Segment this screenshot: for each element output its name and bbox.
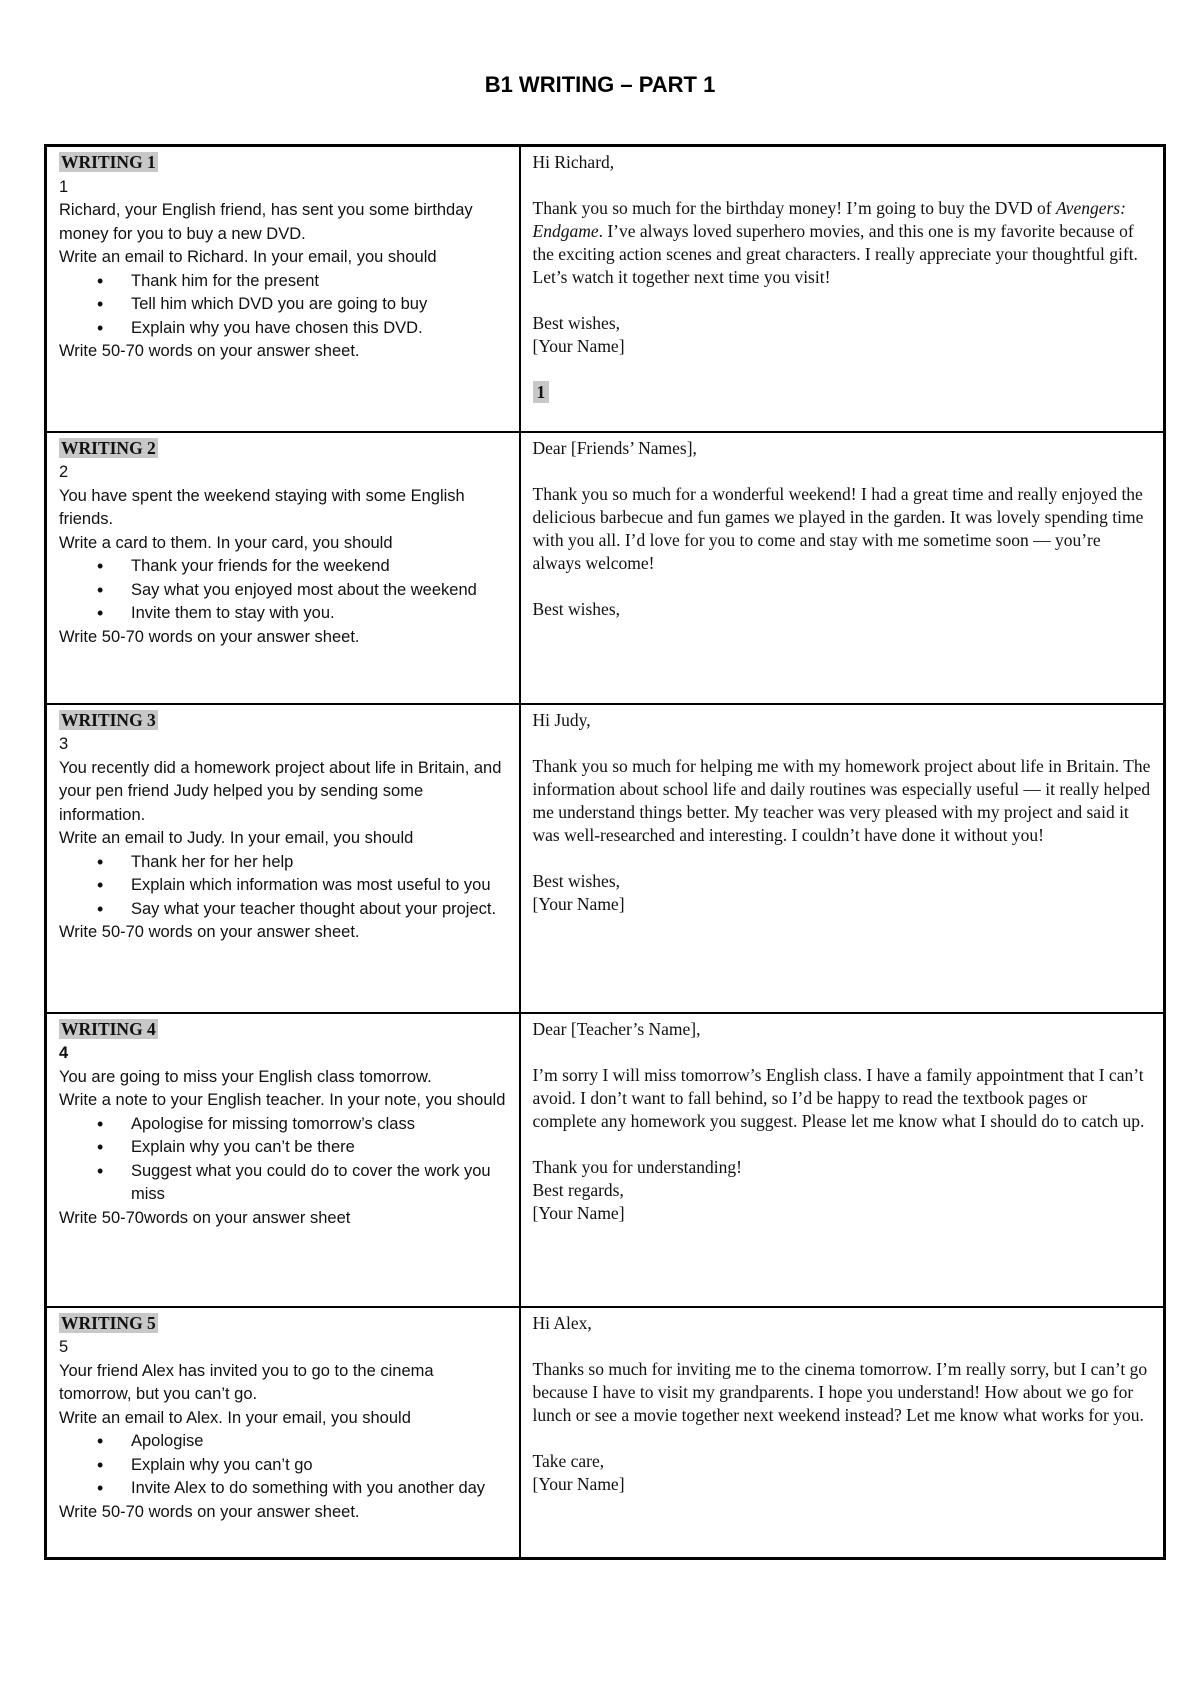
task-bullet: • Apologise for missing tomorrow’s class	[131, 1113, 509, 1137]
task-prompt-cell	[46, 1307, 520, 1559]
task-prompt: You recently did a homework project about life in Britain, and your pen friend Judy helped you by sending some information.	[59, 758, 502, 824]
task-number: 1	[59, 177, 69, 196]
task-word-count: Write 50-70 words on your answer sheet.	[59, 627, 360, 646]
task-bullets	[59, 1430, 509, 1501]
task-word-count: Write 50-70 words on your answer sheet.	[59, 342, 360, 360]
task-instruction: Write an email to Richard. In your email, you should	[59, 248, 437, 266]
task-prompt-cell	[46, 704, 520, 1013]
answer-signature: [Your Name]	[532, 1202, 625, 1223]
task-word-count: Write 50-70words on your answer sheet	[59, 1208, 351, 1227]
task-bullet: • Say what you enjoyed most about the weekend	[131, 579, 509, 603]
answer-cell	[520, 1307, 1165, 1559]
task-row	[46, 146, 1165, 432]
answer-body-start: Thank you so much for the birthday money! I’m going to buy the DVD of	[532, 198, 1052, 218]
task-bullet: • Thank him for the present	[131, 270, 509, 294]
answer-thanks: Thank you for understanding!	[532, 1156, 742, 1177]
answer-body	[533, 197, 1154, 289]
task-bullet: • Explain why you have chosen this DVD.	[131, 317, 509, 341]
task-bullets	[59, 1113, 509, 1207]
task-label: WRITING 5	[61, 1312, 156, 1333]
task-row	[46, 432, 1165, 704]
task-number: 2	[59, 463, 69, 481]
task-bullet: • Invite them to stay with you.	[131, 602, 509, 626]
answer-cell	[520, 704, 1165, 1013]
answer-signature: [Your Name]	[532, 1473, 625, 1494]
answer-greeting: Dear [Teacher’s Name],	[532, 1018, 701, 1039]
writing-tasks-table	[44, 144, 1166, 1560]
answer-cell	[520, 432, 1165, 704]
task-row	[46, 1307, 1165, 1559]
answer-body-end: . I’ve always loved superhero movies, and this one is my favorite because of the exciting action scenes and great characters. I really appreciate your thoughtful gift. Let’s watch it together next time you visit!	[532, 221, 1138, 287]
answer-closing: Best wishes,	[532, 313, 620, 333]
task-prompt-cell	[46, 146, 520, 432]
task-number: 5	[59, 1338, 69, 1356]
task-label: WRITING 1	[61, 152, 156, 172]
task-bullet: • Thank your friends for the weekend	[131, 555, 509, 579]
answer-greeting: Hi Richard,	[532, 152, 615, 172]
task-prompt: You have spent the weekend staying with some English friends.	[59, 486, 465, 528]
answer-signature: [Your Name]	[532, 893, 625, 914]
task-prompt: You are going to miss your English class tomorrow.	[59, 1067, 432, 1086]
task-instruction: Write an email to Alex. In your email, you should	[59, 1408, 411, 1427]
task-label: WRITING 2	[61, 437, 156, 458]
task-word-count: Write 50-70 words on your answer sheet.	[59, 923, 360, 941]
task-prompt: Richard, your English friend, has sent you some birthday money for you to buy a new DVD.	[59, 201, 473, 243]
task-instruction: Write a card to them. In your card, you should	[59, 533, 393, 552]
task-row	[46, 704, 1165, 1013]
answer-greeting: Hi Judy,	[532, 709, 591, 730]
answer-marker: 1	[533, 381, 550, 403]
task-instruction: Write an email to Judy. In your email, you should	[59, 829, 414, 847]
task-prompt-cell	[46, 432, 520, 704]
answer-greeting: Hi Alex,	[532, 1312, 592, 1333]
task-number: 3	[59, 735, 69, 753]
task-bullets	[59, 851, 509, 922]
answer-body: Thank you so much for helping me with my homework project about life in Britain. The information about school life and daily routines was especially useful — it really helped me understand things better. My teacher was very pleased with my project and said it was well-researched and interesting. I couldn’t have done it without you!	[532, 755, 1151, 845]
task-label: WRITING 4	[61, 1018, 156, 1039]
answer-greeting: Dear [Friends’ Names],	[532, 437, 697, 458]
task-bullet: • Suggest what you could do to cover the work you miss	[131, 1160, 509, 1207]
task-label: WRITING 3	[61, 709, 156, 730]
task-prompt-cell	[46, 1013, 520, 1307]
task-number: 4	[59, 1044, 69, 1062]
answer-closing: Best regards,	[532, 1179, 624, 1200]
answer-closing: Take care,	[532, 1450, 605, 1471]
task-bullet: • Invite Alex to do something with you another day	[131, 1477, 509, 1501]
task-bullet: • Explain which information was most useful to you	[131, 874, 509, 898]
task-instruction: Write a note to your English teacher. In your note, you should	[59, 1091, 506, 1109]
task-word-count: Write 50-70 words on your answer sheet.	[59, 1502, 360, 1521]
task-row	[46, 1013, 1165, 1307]
answer-dvd-title: Avengers: Endgame	[532, 198, 1126, 241]
task-bullet: • Thank her for her help	[131, 851, 509, 875]
task-bullets	[59, 270, 509, 341]
task-bullet: • Tell him which DVD you are going to buy	[131, 293, 509, 317]
answer-closing: Best wishes,	[532, 598, 620, 619]
task-bullet: • Say what your teacher thought about your project.	[131, 898, 509, 922]
answer-closing: Best wishes,	[532, 870, 620, 891]
answer-cell	[520, 1013, 1165, 1307]
task-bullets	[59, 555, 509, 626]
answer-cell	[520, 146, 1165, 432]
task-bullet: • Explain why you can’t go	[131, 1454, 509, 1478]
answer-body: Thank you so much for a wonderful weekend! I had a great time and really enjoyed the delicious barbecue and fun games we played in the garden. It was lovely spending time with you all. I’d love for you to come and stay with me sometime soon — you’re always welcome!	[532, 483, 1144, 573]
page-title: B1 WRITING – PART 1	[484, 72, 716, 97]
answer-signature: [Your Name]	[532, 336, 625, 356]
task-bullet: • Apologise	[131, 1430, 509, 1454]
task-bullet: • Explain why you can’t be there	[131, 1136, 509, 1160]
task-prompt: Your friend Alex has invited you to go to the cinema tomorrow, but you can’t go.	[59, 1361, 434, 1403]
answer-body: Thanks so much for inviting me to the cinema tomorrow. I’m really sorry, but I can’t go because I have to visit my grandparents. I hope you understand! How about we go for lunch or see a movie together next weekend instead? Let me know what works for you.	[532, 1358, 1148, 1425]
answer-body: I’m sorry I will miss tomorrow’s English class. I have a family appointment that I can’t avoid. I don’t want to fall behind, so I’d be happy to read the textbook pages or complete any homework you suggest. Please let me know what I should do to catch up.	[532, 1064, 1145, 1131]
